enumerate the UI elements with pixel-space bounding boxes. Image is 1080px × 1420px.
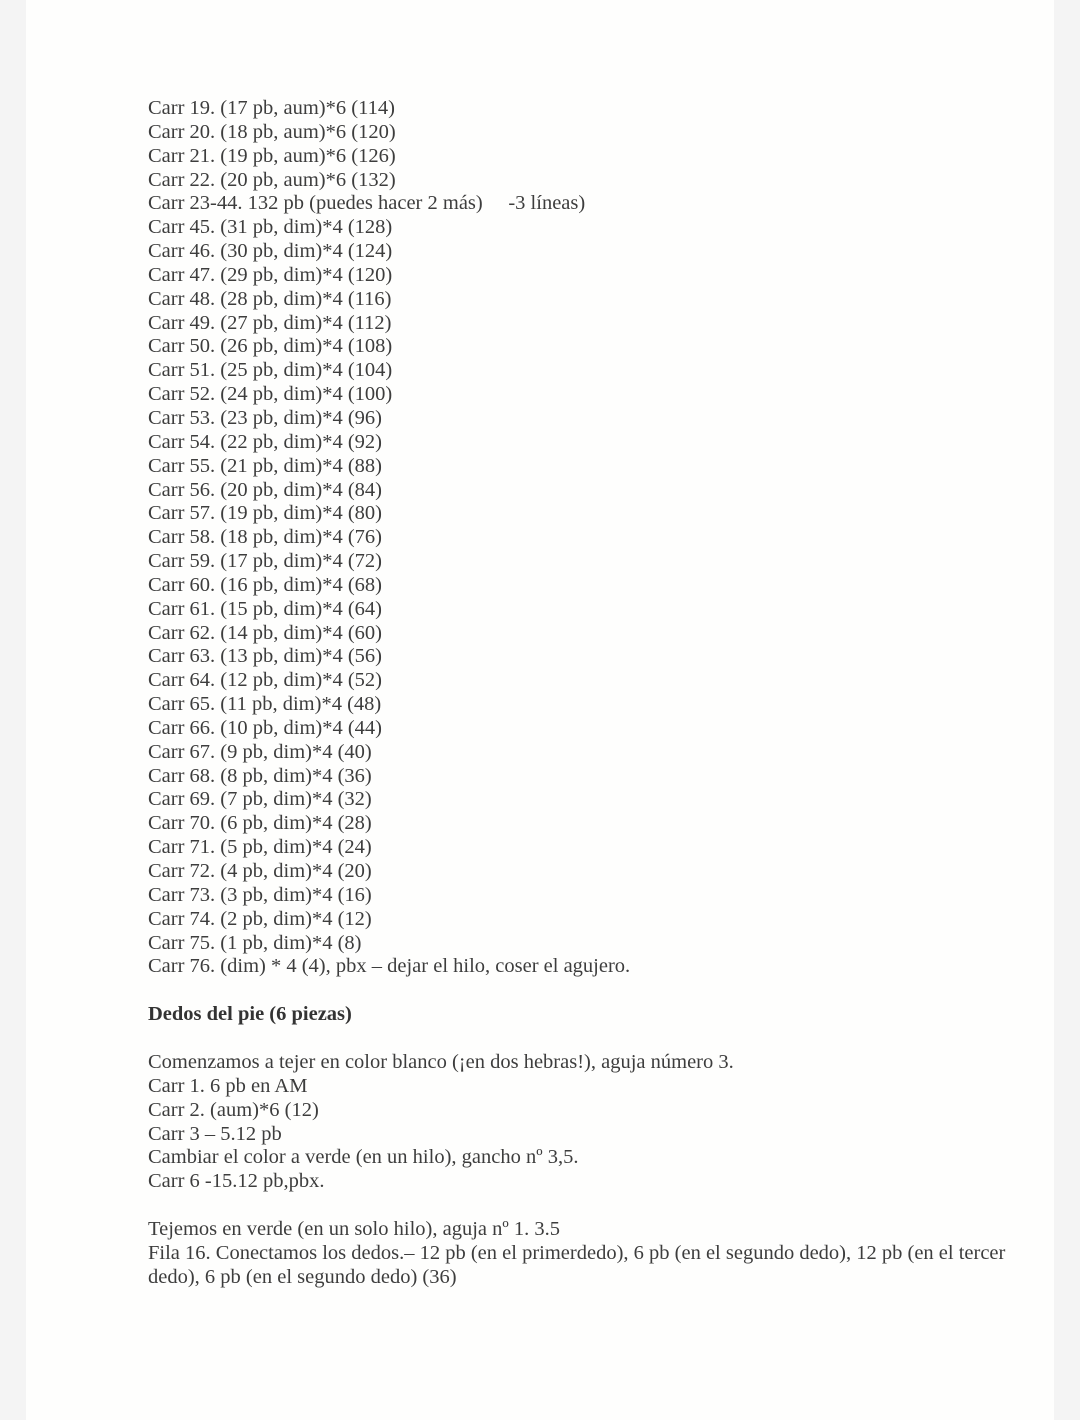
round-line: Carr 76. (dim) * 4 (4), pbx – dejar el hilo, coser el agujero. [148,955,631,978]
round-line: Carr 59. (17 pb, dim)*4 (72) [148,550,382,573]
round-line: Carr 20. (18 pb, aum)*6 (120) [148,120,396,143]
round-line: Carr 71. (5 pb, dim)*4 (24) [148,836,372,859]
round-line: Carr 54. (22 pb, dim)*4 (92) [148,430,382,453]
round-line: Carr 73. (3 pb, dim)*4 (16) [148,883,372,906]
round-line: Carr 21. (19 pb, aum)*6 (126) [148,144,396,167]
toe-instruction-line: Carr 2. (aum)*6 (12) [148,1098,319,1121]
round-line: Carr 68. (8 pb, dim)*4 (36) [148,764,372,787]
round-line: Carr 48. (28 pb, dim)*4 (116) [148,287,392,310]
round-line: Carr 52. (24 pb, dim)*4 (100) [148,383,393,406]
round-line: Carr 56. (20 pb, dim)*4 (84) [148,478,382,501]
toes-instructions [148,1051,1008,1194]
round-line: Carr 74. (2 pb, dim)*4 (12) [148,907,372,930]
round-line: Carr 57. (19 pb, dim)*4 (80) [148,502,382,525]
round-line: Carr 66. (10 pb, dim)*4 (44) [148,716,382,739]
round-line: Carr 51. (25 pb, dim)*4 (104) [148,359,393,382]
section-heading: Dedos del pie (6 piezas) [148,1003,352,1026]
round-line: Carr 58. (18 pb, dim)*4 (76) [148,526,382,549]
round-line: Carr 45. (31 pb, dim)*4 (128) [148,216,393,239]
round-line: Carr 49. (27 pb, dim)*4 (112) [148,311,392,334]
round-line: Carr 75. (1 pb, dim)*4 (8) [148,931,362,954]
round-line: Carr 47. (29 pb, dim)*4 (120) [148,263,393,286]
pattern-content [148,97,1008,1290]
round-line: Carr 55. (21 pb, dim)*4 (88) [148,454,382,477]
document-page [26,0,1054,1420]
toe-instruction-line: Carr 1. 6 pb en AM [148,1074,308,1097]
round-line: Carr 61. (15 pb, dim)*4 (64) [148,597,382,620]
round-line: Carr 53. (23 pb, dim)*4 (96) [148,406,382,429]
round-line: Carr 65. (11 pb, dim)*4 (48) [148,693,382,716]
round-line: Carr 67. (9 pb, dim)*4 (40) [148,740,372,763]
round-line: Carr 62. (14 pb, dim)*4 (60) [148,621,382,644]
row-16-instruction: Fila 16. Conectamos los dedos.– 12 pb (en el primerdedo), 6 pb (en el segundo dedo), 12 pb (en el tercer dedo), 6 pb (en el segundo dedo) (36) [148,1241,1006,1288]
spacer [148,1194,1008,1218]
spacer [148,979,1008,1003]
round-line: Carr 19. (17 pb, aum)*6 (114) [148,97,395,119]
toe-instruction-line: Carr 6 -15.12 pb,pbx. [148,1170,325,1193]
round-line: Carr 69. (7 pb, dim)*4 (32) [148,788,372,811]
toe-instruction-line: Cambiar el color a verde (en un hilo), gancho nº 3,5. [148,1146,579,1169]
green-instruction: Tejemos en verde (en un solo hilo), aguja nº 1. 3.5 [148,1218,560,1241]
rounds-list [148,97,1008,979]
round-line: Carr 23-44. 132 pb (puedes hacer 2 más) -3 líneas) [148,192,586,215]
round-line: Carr 50. (26 pb, dim)*4 (108) [148,335,393,358]
round-line: Carr 46. (30 pb, dim)*4 (124) [148,240,393,263]
toe-instruction-line: Carr 3 – 5.12 pb [148,1122,282,1145]
round-line: Carr 64. (12 pb, dim)*4 (52) [148,669,382,692]
round-line: Carr 72. (4 pb, dim)*4 (20) [148,860,372,882]
round-line: Carr 70. (6 pb, dim)*4 (28) [148,812,372,835]
round-line: Carr 60. (16 pb, dim)*4 (68) [148,573,382,596]
toe-instruction-line: Comenzamos a tejer en color blanco (¡en dos hebras!), aguja número 3. [148,1051,734,1074]
spacer [148,1027,1008,1051]
round-line: Carr 22. (20 pb, aum)*6 (132) [148,168,396,191]
round-line: Carr 63. (13 pb, dim)*4 (56) [148,645,382,668]
